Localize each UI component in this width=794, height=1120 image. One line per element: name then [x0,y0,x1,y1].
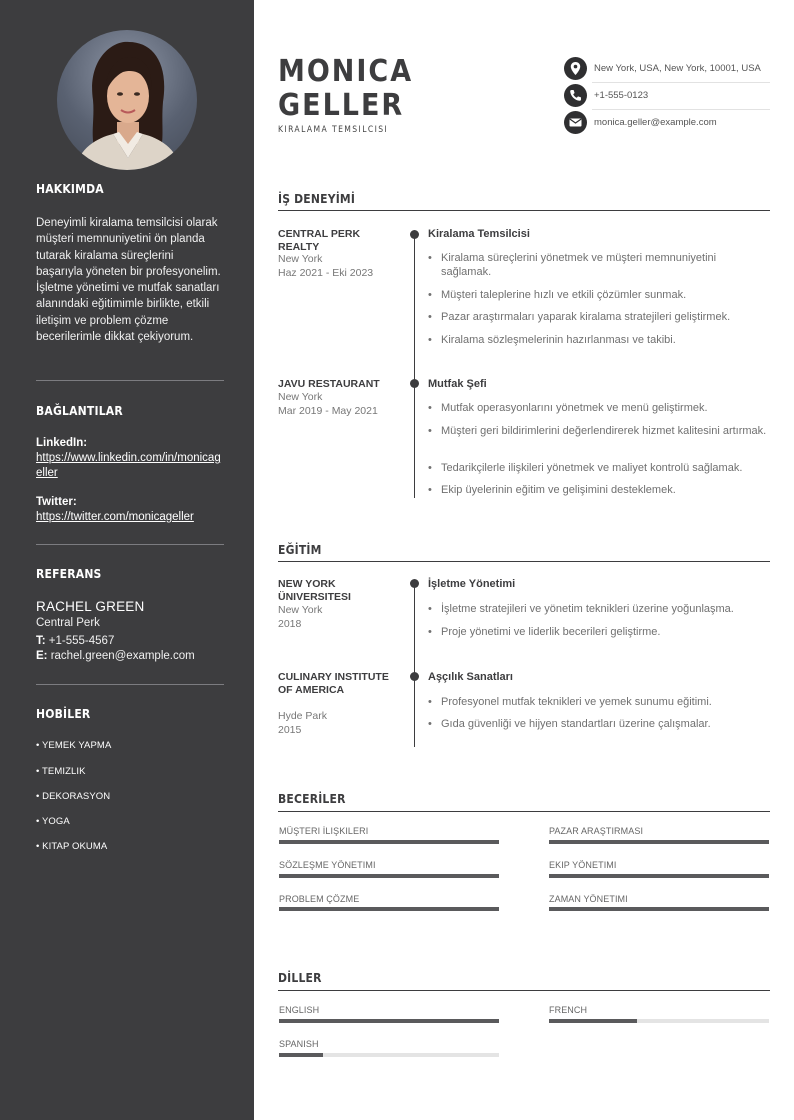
sidebar-divider [36,684,224,685]
phone-icon [564,84,587,107]
skill-bar [549,874,769,878]
profile-photo [57,30,197,170]
job-title: Kiralama Temsilcisi [428,228,530,240]
skill-label: ZAMAN YÖNETIMI [549,894,628,904]
degree-title: İşletme Yönetimi [428,578,516,590]
contact-address [564,57,770,81]
last-name: GELLER [278,88,405,123]
skill-bar [279,874,499,878]
skill-bar [549,840,769,844]
skill-label: EKIP YÖNETIMI [549,860,617,870]
reference-email-value: rachel.green@example.com [50,650,195,662]
job-role: KIRALAMA TEMSILCISI [278,125,389,135]
first-name: MONICA [278,54,414,89]
address-text: New York, USA, New York, 10001, USA [594,63,761,74]
envelope-icon [564,111,587,134]
language-label: SPANISH [279,1039,319,1049]
education-timeline [414,583,415,747]
about-text: Deneyimli kiralama temsilcisi olarak müşteri memnuniyetini ön planda tutarak kiralama süreçlerini başarıyla yöneten bir profesyonelim. İşletme yönetimi ve mutfak sanatları alanındaki eğitimimle birlikte, etkili iletişim ve problem çözme becerilerimle dikkat çekiyorum. [36,217,221,344]
language-bar [279,1019,499,1023]
map-pin-icon [564,57,587,80]
hobby-item: • TEMIZLIK [36,766,86,777]
education-bullet: • İşletme stratejileri ve yönetim teknikleri üzerine yoğunlaşma. [441,602,767,616]
about-heading: HAKKIMDA [36,182,104,196]
skill-label: PAZAR ARAŞTIRMASI [549,826,644,836]
job-bullet: • Ekip üyelerinin eğitim ve gelişimini desteklemek. [441,483,767,497]
timeline-dot [410,379,419,388]
linkedin-label: LinkedIn: [36,437,88,449]
language-bar-fill [549,1019,637,1023]
job-bullet: • Müşteri taleplerine hızlı ve etkili çözümler sunmak. [441,288,767,302]
education-bullet: • Gıda güvenliği ve hijyen standartları üzerine çalışmalar. [441,717,767,731]
contact-divider [592,109,770,110]
degree-title: Aşçılık Sanatları [428,671,513,683]
skill-label: PROBLEM ÇÖZME [279,894,360,904]
language-bar [279,1053,499,1057]
avatar [57,30,197,170]
skill-bar-fill [549,907,769,911]
experience-heading: İŞ DENEYİMİ [278,192,356,206]
phone-text: +1-555-0123 [594,90,649,101]
school-location: Hyde Park [278,710,328,722]
section-rule [278,990,770,991]
school-location: New York [278,604,323,616]
job-bullet: • Mutfak operasyonlarını yönetmek ve menü geliştirmek. [441,401,767,415]
skill-bar-fill [549,840,769,844]
contact-phone [564,84,770,108]
sidebar-divider [36,380,224,381]
links-heading: BAĞLANTILAR [36,404,123,418]
email-text: monica.geller@example.com [594,117,717,128]
sidebar [0,0,254,1120]
job-company: JAVU RESTAURANT [278,378,380,390]
job-bullet: • Pazar araştırmaları yaparak kiralama stratejileri geliştirmek. [441,310,767,324]
skill-bar-fill [279,874,499,878]
job-location: New York [278,253,323,265]
hobby-item: • DEKORASYON [36,791,111,802]
job-bullet: • Tedarikçilerle ilişkileri yönetmek ve maliyet kontrolü sağlamak. [441,461,767,475]
skill-label: MÜŞTERI İLIŞKILERI [279,826,369,836]
job-company: CENTRAL PERK REALTY [278,228,361,253]
twitter-link[interactable]: https://twitter.com/monicageller [36,511,194,523]
hobbies-heading: HOBİLER [36,707,91,721]
language-bar-fill [279,1019,499,1023]
reference-phone-value: +1-555-4567 [48,635,115,647]
section-rule [278,811,770,812]
language-bar [549,1019,769,1023]
education-bullet: • Profesyonel mutfak teknikleri ve yemek sunumu eğitimi. [441,695,767,709]
education-heading: EĞİTİM [278,543,322,557]
reference-name: RACHEL GREEN [36,599,145,614]
section-rule [278,561,770,562]
language-label: ENGLISH [279,1005,320,1015]
contact-divider [592,82,770,83]
language-bar-fill [279,1053,323,1057]
language-label: FRENCH [549,1005,588,1015]
sidebar-divider [36,544,224,545]
hobby-item: • YEMEK YAPMA [36,740,112,751]
education-bullet: • Proje yönetimi ve liderlik becerileri geliştirme. [441,625,767,639]
skill-label: SÖZLEŞME YÖNETIMI [279,860,376,870]
linkedin-link[interactable]: https://www.linkedin.com/in/monicageller [36,452,221,479]
skill-bar [549,907,769,911]
hobby-item: • YOGA [36,816,70,827]
skill-bar [279,907,499,911]
job-location: New York [278,391,323,403]
job-dates: Haz 2021 - Eki 2023 [278,267,374,279]
skill-bar-fill [279,907,499,911]
reference-phone-label: T: [36,635,46,647]
timeline-dot [410,672,419,681]
hobby-item: • KITAP OKUMA [36,841,108,852]
reference-email [36,650,195,662]
experience-timeline [414,233,415,498]
twitter-label: Twitter: [36,496,77,508]
skill-bar-fill [279,840,499,844]
job-bullet: • Müşteri geri bildirimlerini değerlendirerek hizmet kalitesini artırmak. [441,424,767,438]
job-bullet: • Kiralama süreçlerini yönetmek ve müşteri memnuniyetini sağlamak. [441,251,767,279]
reference-email-label: E: [36,650,48,662]
school-year: 2015 [278,724,302,736]
timeline-dot [410,230,419,239]
languages-heading: DİLLER [278,971,322,985]
school-name: CULINARY INSTITUTE OF AMERICA [278,671,389,696]
job-title: Mutfak Şefi [428,378,487,390]
skill-bar-fill [549,874,769,878]
reference-heading: REFERANS [36,567,102,581]
timeline-dot [410,579,419,588]
reference-phone [36,635,114,647]
skill-bar [279,840,499,844]
reference-company: Central Perk [36,617,100,629]
school-year: 2018 [278,618,302,630]
section-rule [278,210,770,211]
job-dates: Mar 2019 - May 2021 [278,405,378,417]
contact-email [564,111,770,135]
skills-heading: BECERİLER [278,792,346,806]
school-name: NEW YORK ÜNIVERSITESI [278,578,351,603]
job-bullet: • Kiralama sözleşmelerinin hazırlanması ve takibi. [441,333,767,347]
